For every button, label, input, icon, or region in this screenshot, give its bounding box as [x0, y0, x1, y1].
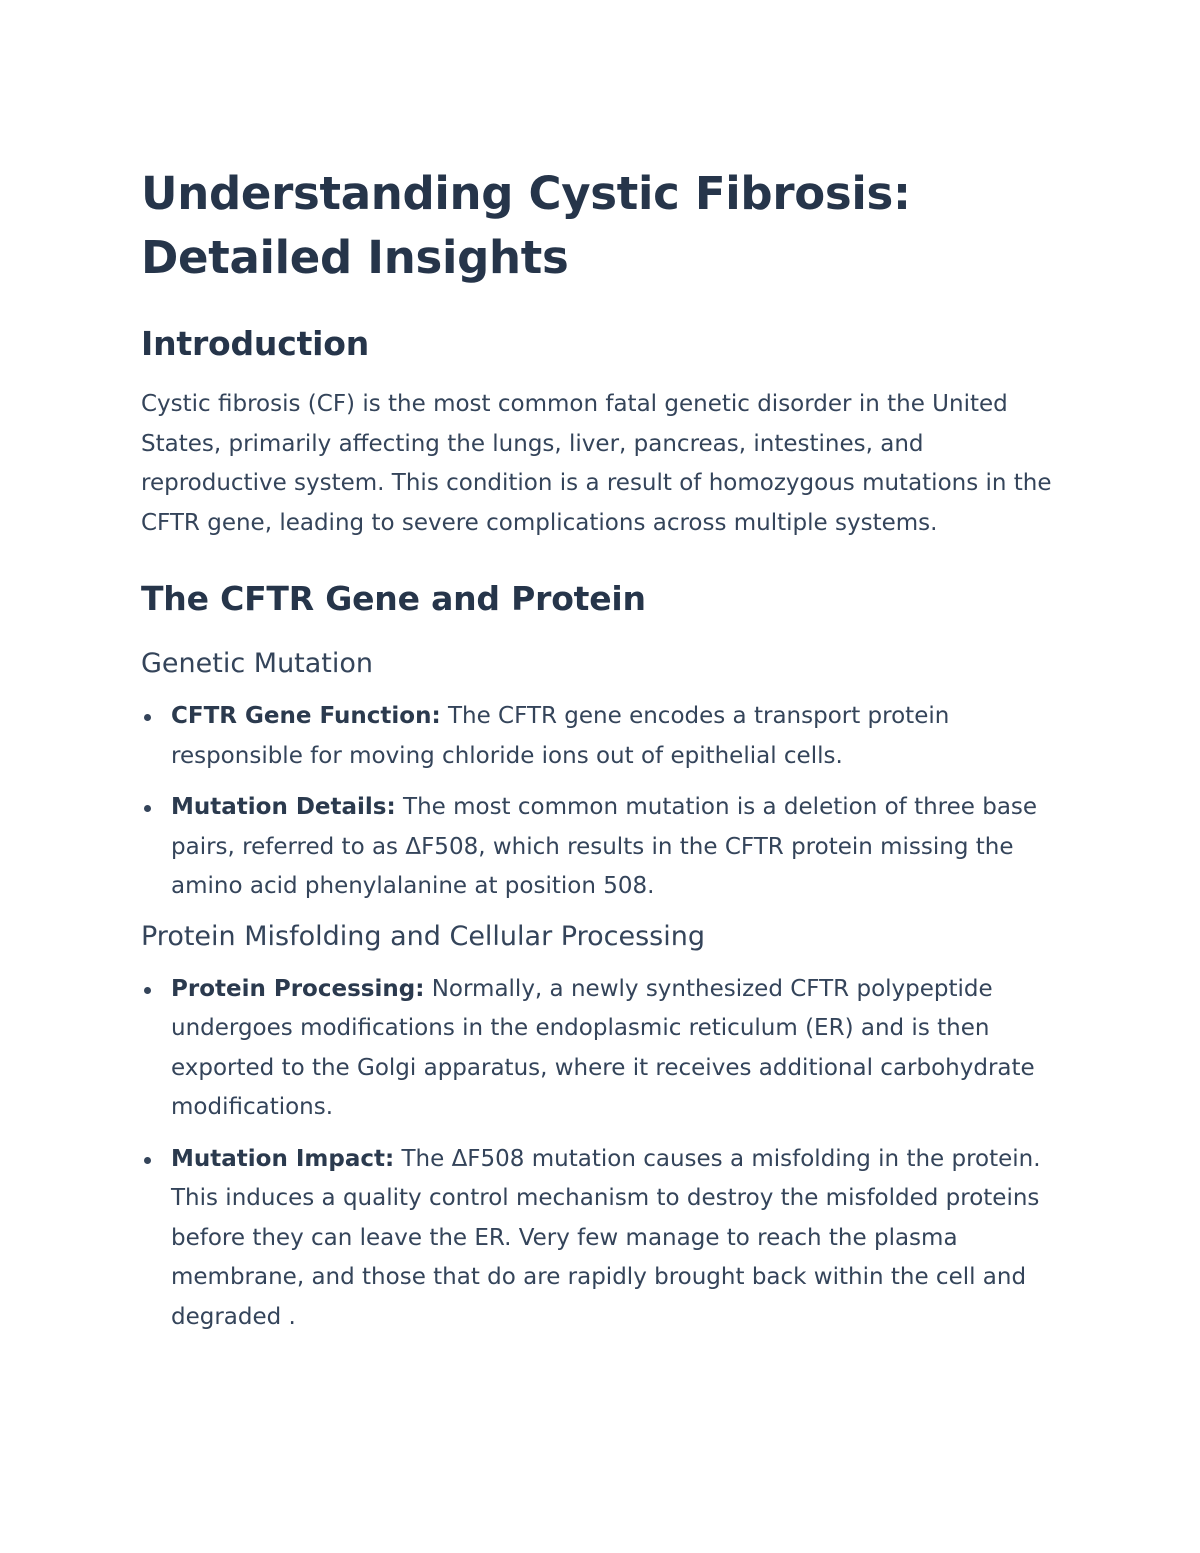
list-item-text: The CFTR gene encodes a transport protein responsible for moving chloride ions out of epithelial cells.: [171, 703, 950, 769]
list-item: [141, 788, 1071, 907]
list-item-text: The most common mutation is a deletion of three base pairs, referred to as ΔF508, which results in the CFTR protein missing the amino acid phenylalanine at position 508.: [171, 794, 1038, 899]
protein-misfolding-list: [141, 970, 1071, 1338]
list-item-text: The ΔF508 mutation causes a misfolding in the protein. This induces a quality control mechanism to destroy the misfolded proteins before they can leave the ER. Very few manage to reach the plasma membrane, and those that do are rapidly brought back within the cell and degraded .: [171, 1145, 1041, 1330]
protein-misfolding-heading: Protein Misfolding and Cellular Processing: [141, 920, 705, 952]
introduction-heading: Introduction: [141, 324, 370, 363]
list-item-label: CFTR Gene Function:: [171, 703, 441, 729]
list-item-label: Mutation Details:: [171, 794, 396, 820]
list-item: [141, 970, 1071, 1128]
page-title: Understanding Cystic Fibrosis: Detailed Insights: [141, 167, 911, 284]
cftr-section-heading: The CFTR Gene and Protein: [141, 579, 646, 618]
list-item: [141, 697, 1071, 776]
document-page: [141, 162, 1071, 1337]
genetic-mutation-heading: Genetic Mutation: [141, 648, 374, 679]
list-item-text: Normally, a newly synthesized CFTR polypeptide undergoes modifications in the endoplasmic reticulum (ER) and is then exported to the Golgi apparatus, where it receives additional carbohydrate modifications.: [171, 975, 1035, 1120]
genetic-mutation-list: [141, 697, 1071, 907]
list-item: [141, 1140, 1071, 1338]
list-item-label: Mutation Impact:: [171, 1145, 395, 1172]
introduction-paragraph: Cystic fibrosis (CF) is the most common fatal genetic disorder in the United States, primarily affecting the lungs, liver, pancreas, intestines, and reproductive system. This condition is a result of homozygous mutations in the CFTR gene, leading to severe complications across multiple systems.: [141, 391, 1052, 536]
list-item-label: Protein Processing:: [171, 975, 425, 1002]
